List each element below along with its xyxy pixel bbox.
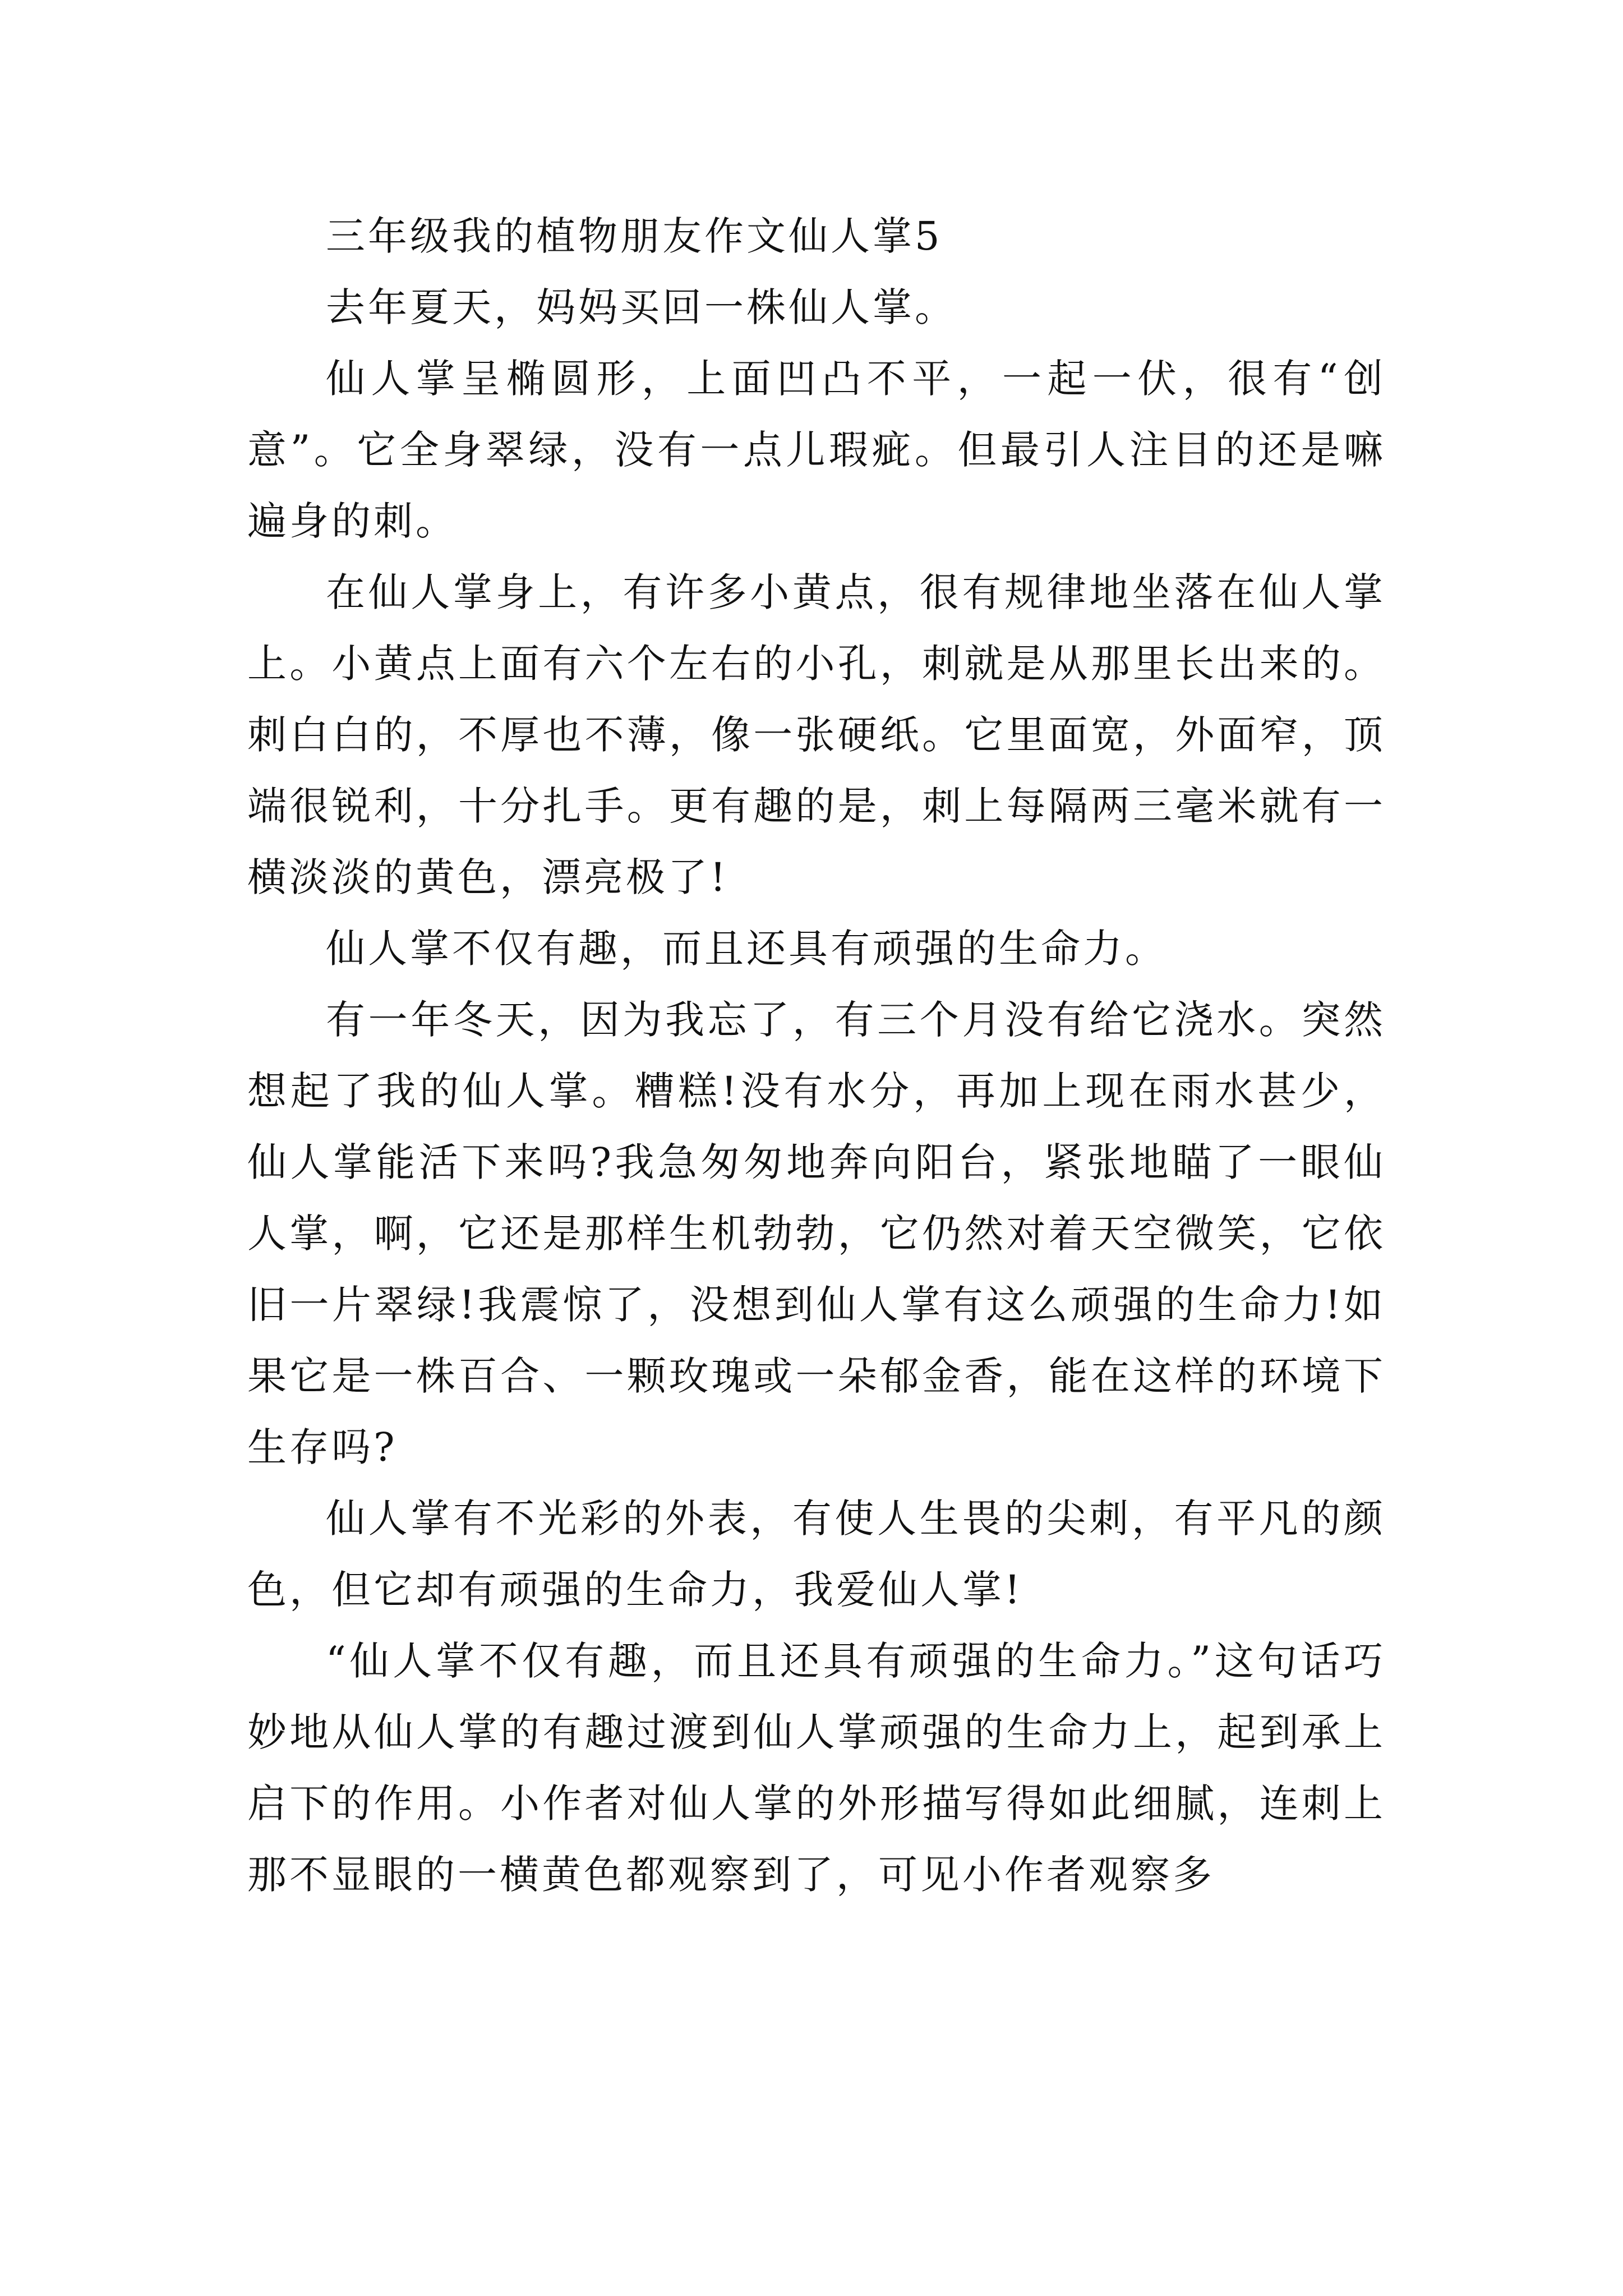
essay-title: 三年级我的植物朋友作文仙人掌5 (326, 213, 943, 259)
paragraph: 有一年冬天，因为我忘了，有三个月没有给它浇水。突然想起了我的仙人掌。糟糕!没有水分，再加上现在雨水甚少，仙人掌能活下来吗?我急匆匆地奔向阳台，紧张地瞄了一眼仙人掌，啊，它还是那样生机勃勃，它仍然对着天空微笑，它依旧一片翠绿!我震惊了，没想到仙人掌有这么顽强的生命力!如果它是一株百合、一颗玫瑰或一朵郁金香，能在这样的环境下生存吗? (247, 997, 1386, 1470)
document-body (247, 201, 1386, 1911)
paragraph: 在仙人掌身上，有许多小黄点，很有规律地坐落在仙人掌上。小黄点上面有六个左右的小孔，刺就是从那里长出来的。刺白白的，不厚也不薄，像一张硬纸。它里面宽，外面窄，顶端很锐利，十分扎手。更有趣的是，刺上每隔两三毫米就有一横淡淡的黄色，漂亮极了! (247, 569, 1386, 900)
paragraph: 仙人掌不仅有趣，而且还具有顽强的生命力。 (326, 926, 1167, 972)
paragraph: 仙人掌有不光彩的外表，有使人生畏的尖刺，有平凡的颜色，但它却有顽强的生命力，我爱仙人掌! (247, 1496, 1386, 1613)
paragraph: 仙人掌呈椭圆形，上面凹凸不平，一起一伏，很有“创意”。它全身翠绿，没有一点儿瑕疵。但最引人注目的还是嘛遍身的刺。 (247, 356, 1386, 544)
paragraph: 去年夏天，妈妈买回一株仙人掌。 (326, 284, 957, 330)
commentary-paragraph: “仙人掌不仅有趣，而且还具有顽强的生命力。”这句话巧妙地从仙人掌的有趣过渡到仙人掌顽强的生命力上，起到承上启下的作用。小作者对仙人掌的外形描写得如此细腻，连刺上那不显眼的一横黄色都观察到了，可见小作者观察多 (247, 1638, 1386, 1898)
